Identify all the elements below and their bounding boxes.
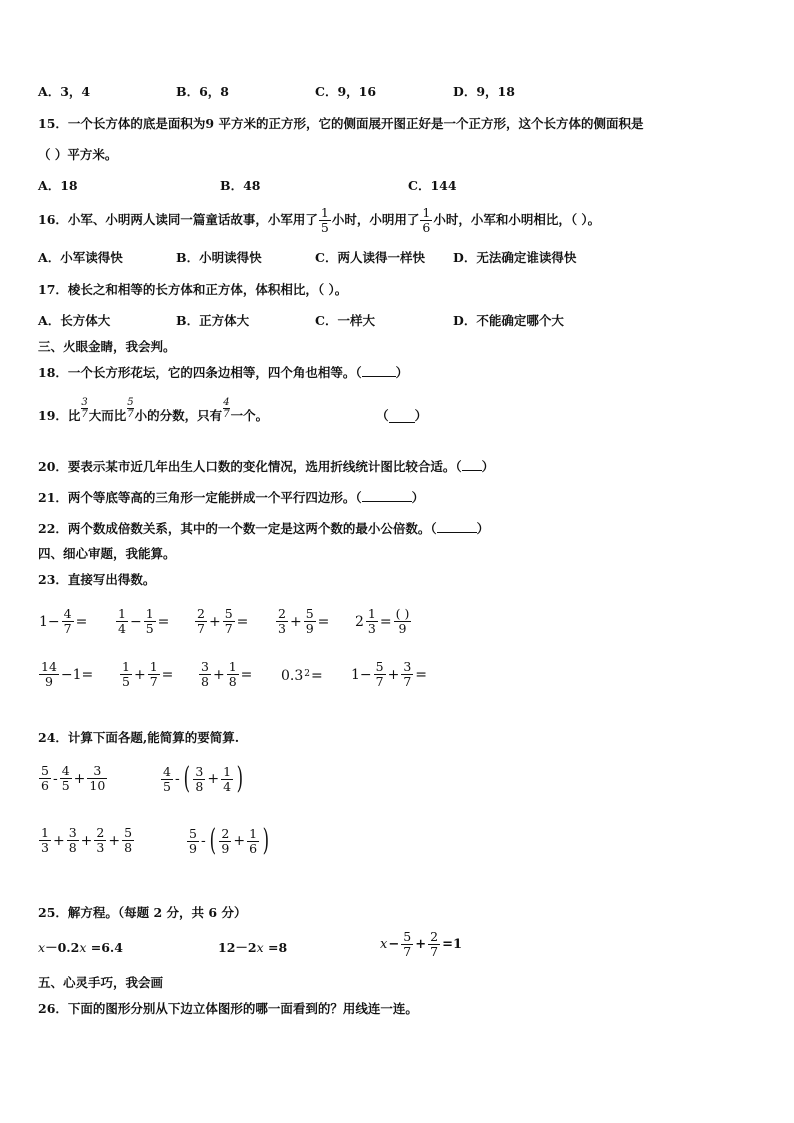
q23-expr-10: 1− $\frac{5}{7}$ + $\frac{3}{7}$ =: [351, 659, 428, 689]
q21-text: 21．两个等底等高的三角形一定能拼成一个平行四边形。（ ）: [38, 490, 425, 505]
q20-text: 20．要表示某市近几年出生人口数的变化情况，选用折线统计图比较合适。（ ）: [38, 459, 495, 474]
q15-option-b: B．48: [220, 178, 261, 193]
q16-option-d: D．无法确定谁读得快: [453, 250, 577, 265]
q18-text: 18．一个长方形花坛，它的四条边相等，四个角也相等。（ ）: [38, 365, 409, 380]
q23-expr-5: 2 $\frac{1}{3}$ = $\frac{( )}{9}$: [355, 606, 410, 636]
q16-fraction-1: $\frac{1}{5}$: [320, 204, 329, 235]
q15-text: 15．一个长方体的底是面积为9 平方米的正方形，它的侧面展开图正好是一个正方形，这个长方体的侧面积是: [38, 116, 644, 131]
q16-text: [38, 204, 600, 236]
q25-title: 25．解方程。（每题 2 分，共 6 分）: [38, 905, 247, 920]
q20-answer-blank[interactable]: [462, 458, 482, 471]
q22-answer-blank[interactable]: [437, 520, 477, 533]
q19-fraction-1: 3 7: [81, 396, 88, 420]
section-4-heading: 四、细心审题，我能算。: [38, 546, 176, 561]
q25-equation-1: x－0.2x =6.4: [38, 940, 123, 955]
q23-answer-fraction[interactable]: $\frac{( )}{9}$: [395, 606, 410, 636]
q24-expr-2: $\frac{4}{5}$ - ( $\frac{3}{8}$ + $\frac{1}{4}$ ): [163, 761, 244, 796]
q24-expr-4: $\frac{5}{9}$ - ( $\frac{2}{9}$ + $\frac{1}{6}$ ): [189, 823, 270, 858]
q15-text-cont: （ ）平方米。: [38, 147, 118, 162]
section-3-heading: 三、火眼金睛，我会判。: [38, 339, 176, 354]
q17-option-c: C．一样大: [315, 313, 375, 328]
q19-text: 19．比 3 7 大而比 5 7 小的分数，只有 4 7 一个。 （ ）: [38, 398, 427, 434]
q14-option-c: C．9，16: [315, 84, 377, 99]
q24-title: 24．计算下面各题,能简算的要简算.: [38, 730, 240, 745]
q16-fraction-2: $\frac{1}{6}$: [422, 204, 431, 235]
q21-answer-blank[interactable]: [362, 489, 412, 502]
q19-a: 19．比: [38, 408, 81, 423]
q23-expr-4: $\frac{2}{3}$ + $\frac{5}{9}$ =: [278, 606, 330, 636]
section-5-heading: 五、心灵手巧，我会画: [38, 975, 164, 990]
q26-text: 26．下面的图形分别从下边立体图形的哪一面看到的？用线连一连。: [38, 1001, 418, 1016]
q23-expr-2: $\frac{1}{4}$ − $\frac{1}{5}$ =: [118, 606, 170, 636]
q23-expr-9: 0.3 $^2$ =: [281, 668, 323, 684]
q23-expr-3: $\frac{2}{7}$ + $\frac{5}{7}$ =: [197, 606, 249, 636]
q16-pre: 16．小军、小明两人读同一篇童话故事，小军用了: [38, 212, 318, 227]
q22-text: 22．两个数成倍数关系，其中的一个数一定是这两个数的最小公倍数。（ ）: [38, 521, 490, 536]
q23-expr-6: $\frac{14}{9}$ −1=: [41, 659, 94, 689]
q16-option-c: C．两人读得一样快: [315, 250, 425, 265]
q16-post: 小时，小军和小明相比，（ ）。: [433, 212, 601, 227]
q15-option-a: A．18: [38, 178, 78, 193]
q23-expr-1: 1− $\frac{4}{7}$ =: [39, 606, 88, 636]
q23-title: 23．直接写出得数。: [38, 572, 156, 587]
q19-fraction-3: 4 7: [223, 396, 230, 420]
q14-option-d: D．9，18: [453, 84, 515, 99]
q24-expr-1: $\frac{5}{6}$ - $\frac{4}{5}$ + $\frac{3}{10}$: [41, 763, 106, 793]
q16-option-b: B．小明读得快: [176, 250, 262, 265]
q17-option-b: B．正方体大: [176, 313, 250, 328]
q16-mid: 小时，小明用了: [331, 212, 420, 227]
q25-equation-3: x − $\frac{5}{7}$ + $\frac{2}{7}$ =1: [380, 929, 463, 959]
q15-option-c: C．144: [408, 178, 457, 193]
q25-equation-2: 12－2x =8: [218, 940, 288, 955]
q17-option-d: D．不能确定哪个大: [453, 313, 564, 328]
q14-option-b: B．6，8: [176, 84, 229, 99]
q17-option-a: A．长方体大: [38, 313, 111, 328]
q14-option-a: A．3，4: [38, 84, 91, 99]
q19-answer-blank[interactable]: [389, 410, 415, 423]
q16-option-a: A．小军读得快: [38, 250, 123, 265]
q18-answer-blank[interactable]: [362, 364, 396, 377]
q17-text: 17．棱长之和相等的长方体和正方体，体积相比，（ ）。: [38, 282, 348, 297]
q19-b: 大而比: [88, 408, 127, 423]
q23-expr-7: $\frac{1}{5}$ + $\frac{1}{7}$ =: [122, 659, 174, 689]
q19-fraction-2: 5 7: [127, 396, 134, 420]
q19-e: 一个。: [230, 408, 269, 423]
q24-expr-3: $\frac{1}{3}$ + $\frac{3}{8}$ + $\frac{2}{3}$ + $\frac{5}{8}$: [41, 825, 133, 855]
q19-c: 小的分数，只有: [134, 408, 223, 423]
q23-expr-8: $\frac{3}{8}$ + $\frac{1}{8}$ =: [201, 659, 253, 689]
